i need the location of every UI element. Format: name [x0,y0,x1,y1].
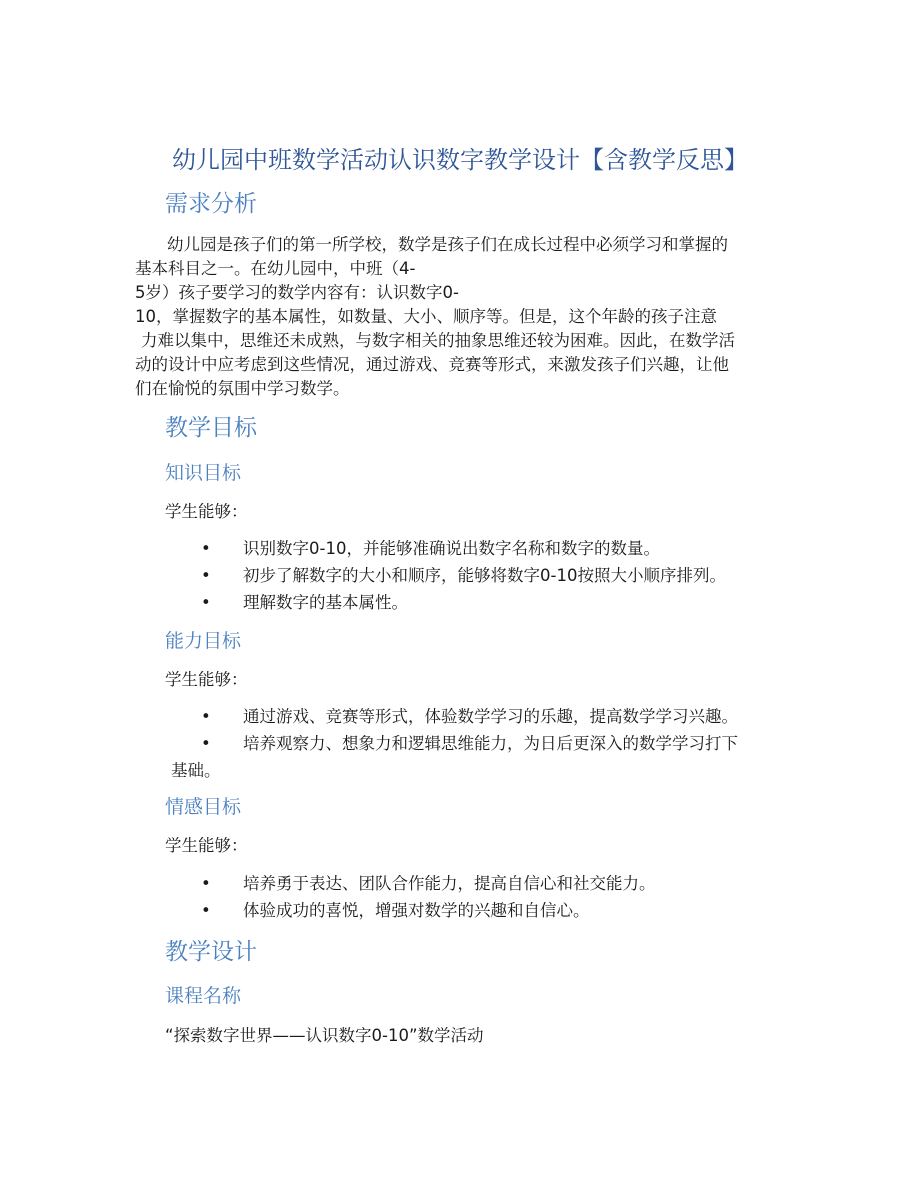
bullet-icon: • [201,874,211,893]
list-item [165,730,795,784]
emotion-lead: 学生能够： [165,836,248,855]
document-title: 幼儿园中班数学活动认识数字教学设计【含教学反思】 [172,146,748,174]
ability-lead: 学生能够： [165,670,248,689]
section-heading-needs: 需求分析 [165,191,257,217]
paragraph-line: 动的设计中应考虑到这些情况，通过游戏、竞赛等形式，来激发孩子们兴趣，让他 [135,355,729,374]
paragraph-line: 基本科目之一。在幼儿园中，中班（4- [135,259,416,278]
bullet-icon: • [201,707,211,726]
list-item-text: 培养勇于表达、团队合作能力，提高自信心和社交能力。 [243,874,656,893]
bullet-icon: • [201,734,211,753]
knowledge-list [165,535,795,616]
needs-paragraph [135,233,790,401]
paragraph-line: 们在愉悦的氛围中学习数学。 [135,379,350,398]
subsection-heading-course: 课程名称 [165,985,242,1007]
knowledge-lead: 学生能够： [165,502,248,521]
subsection-heading-emotion: 情感目标 [165,796,242,818]
paragraph-line: 力难以集中，思维还未成熟，与数字相关的抽象思维还较为困难。因此，在数学活 [141,331,735,350]
bullet-icon: • [201,901,211,920]
bullet-icon: • [201,566,211,585]
section-heading-goals: 教学目标 [165,415,257,441]
course-name-text: “探索数字世界——认识数字0-10”数学活动 [165,1026,484,1045]
paragraph-line: 5岁）孩子要学习的数学内容有：认识数字0- [135,283,459,302]
section-heading-design: 教学设计 [165,939,257,965]
list-item-text: 培养观察力、想象力和逻辑思维能力，为日后更深入的数学学习打下 [243,734,738,753]
list-item [165,589,795,616]
list-item [165,897,795,924]
paragraph-line: 幼儿园是孩子们的第一所学校，数学是孩子们在成长过程中必须学习和掌握的 [167,235,728,254]
ability-list [165,703,795,784]
bullet-icon: • [201,539,211,558]
subsection-heading-knowledge: 知识目标 [165,462,242,484]
list-item [165,870,795,897]
bullet-icon: • [201,593,211,612]
list-item [165,535,795,562]
list-item [165,703,795,730]
list-item-text: 体验成功的喜悦，增强对数学的兴趣和自信心。 [243,901,590,920]
list-item [165,562,795,589]
emotion-list [165,870,795,924]
list-item-text: 初步了解数字的大小和顺序，能够将数字0-10按照大小顺序排列。 [243,566,726,585]
paragraph-line: 10，掌握数字的基本属性，如数量、大小、顺序等。但是，这个年龄的孩子注意 [135,307,717,326]
subsection-heading-ability: 能力目标 [165,630,242,652]
list-item-text: 通过游戏、竞赛等形式，体验数学学习的乐趣，提高数学学习兴趣。 [243,707,738,726]
list-item-text: 识别数字0-10，并能够准确说出数字名称和数字的数量。 [243,539,660,558]
list-item-text: 理解数字的基本属性。 [243,593,408,612]
list-item-continuation: 基础。 [171,761,221,780]
